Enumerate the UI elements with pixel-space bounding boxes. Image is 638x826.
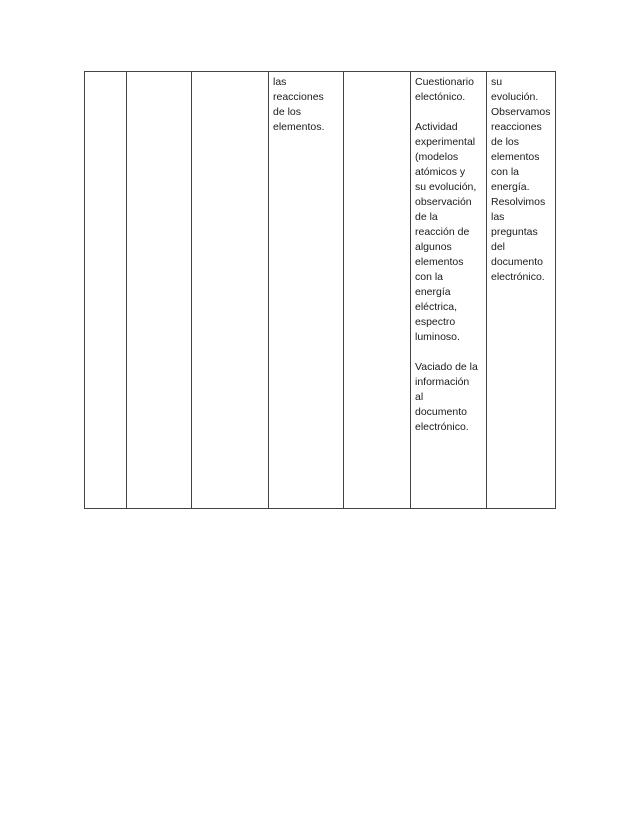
cell-text-line: reacciones bbox=[491, 121, 542, 133]
cell-text-line: electónico. bbox=[415, 91, 466, 103]
activities-table bbox=[84, 71, 556, 509]
cell-text-line: (modelos bbox=[415, 151, 459, 163]
cell-col-2 bbox=[127, 72, 192, 509]
cell-text-line: luminoso. bbox=[415, 331, 460, 343]
cell-col-3 bbox=[192, 72, 269, 509]
cell-text-line: observación bbox=[415, 196, 472, 208]
paragraph-actividad bbox=[415, 120, 482, 345]
cell-text-line: Actividad bbox=[415, 121, 458, 133]
cell-text-line: reacciones bbox=[273, 91, 324, 103]
cell-text-line: las bbox=[491, 211, 505, 223]
cell-text-line: espectro bbox=[415, 316, 456, 328]
cell-col-5 bbox=[344, 72, 411, 509]
cell-text-line: de los bbox=[491, 136, 520, 148]
cell-text-line: eléctrica, bbox=[415, 301, 458, 313]
cell-col-6 bbox=[411, 72, 487, 509]
cell-text-line: Vaciado de la bbox=[415, 361, 478, 373]
cell-text-line: atómicos y bbox=[415, 166, 466, 178]
cell-col-4 bbox=[269, 72, 344, 509]
paragraph-vaciado bbox=[415, 360, 482, 435]
cell-text-line: de la bbox=[415, 211, 438, 223]
cell-text-line: Observamos bbox=[491, 106, 551, 118]
cell-text-line: elementos bbox=[415, 256, 464, 268]
cell-text-line: documento bbox=[491, 256, 543, 268]
cell-text-line: electrónico. bbox=[415, 421, 469, 433]
cell-text-line: algunos bbox=[415, 241, 452, 253]
cell-text-line: con la bbox=[491, 166, 520, 178]
cell-text-line: preguntas bbox=[491, 226, 538, 238]
cell-text-line: experimental bbox=[415, 136, 476, 148]
paragraph-spacer bbox=[415, 345, 482, 360]
cell-text-line: reacción de bbox=[415, 226, 470, 238]
cell-text-line: elementos. bbox=[273, 121, 325, 133]
cell-text-line: al bbox=[415, 391, 424, 403]
cell-text-line: Cuestionario bbox=[415, 76, 474, 88]
cell-col-1 bbox=[85, 72, 127, 509]
paragraph-cuestionario bbox=[415, 75, 482, 105]
cell-text-line: del bbox=[491, 241, 506, 253]
cell-text-line: con la bbox=[415, 271, 444, 283]
cell-text-line: evolución. bbox=[491, 91, 539, 103]
cell-col-7 bbox=[487, 72, 556, 509]
cell-text-line: las bbox=[273, 76, 287, 88]
cell-text-line: de los bbox=[273, 106, 302, 118]
paragraph-spacer bbox=[415, 105, 482, 120]
cell-text-line: energía bbox=[415, 286, 451, 298]
table-row bbox=[85, 72, 556, 509]
cell-text-line: su evolución, bbox=[415, 181, 477, 193]
cell-text-line: su bbox=[491, 76, 503, 88]
cell-text-line: información bbox=[415, 376, 470, 388]
cell-text-line: electrónico. bbox=[491, 271, 545, 283]
cell-text-line: documento bbox=[415, 406, 467, 418]
cell-text-line: elementos bbox=[491, 151, 540, 163]
cell-text-line: Resolvimos bbox=[491, 196, 546, 208]
cell-text-line: energía. bbox=[491, 181, 530, 193]
